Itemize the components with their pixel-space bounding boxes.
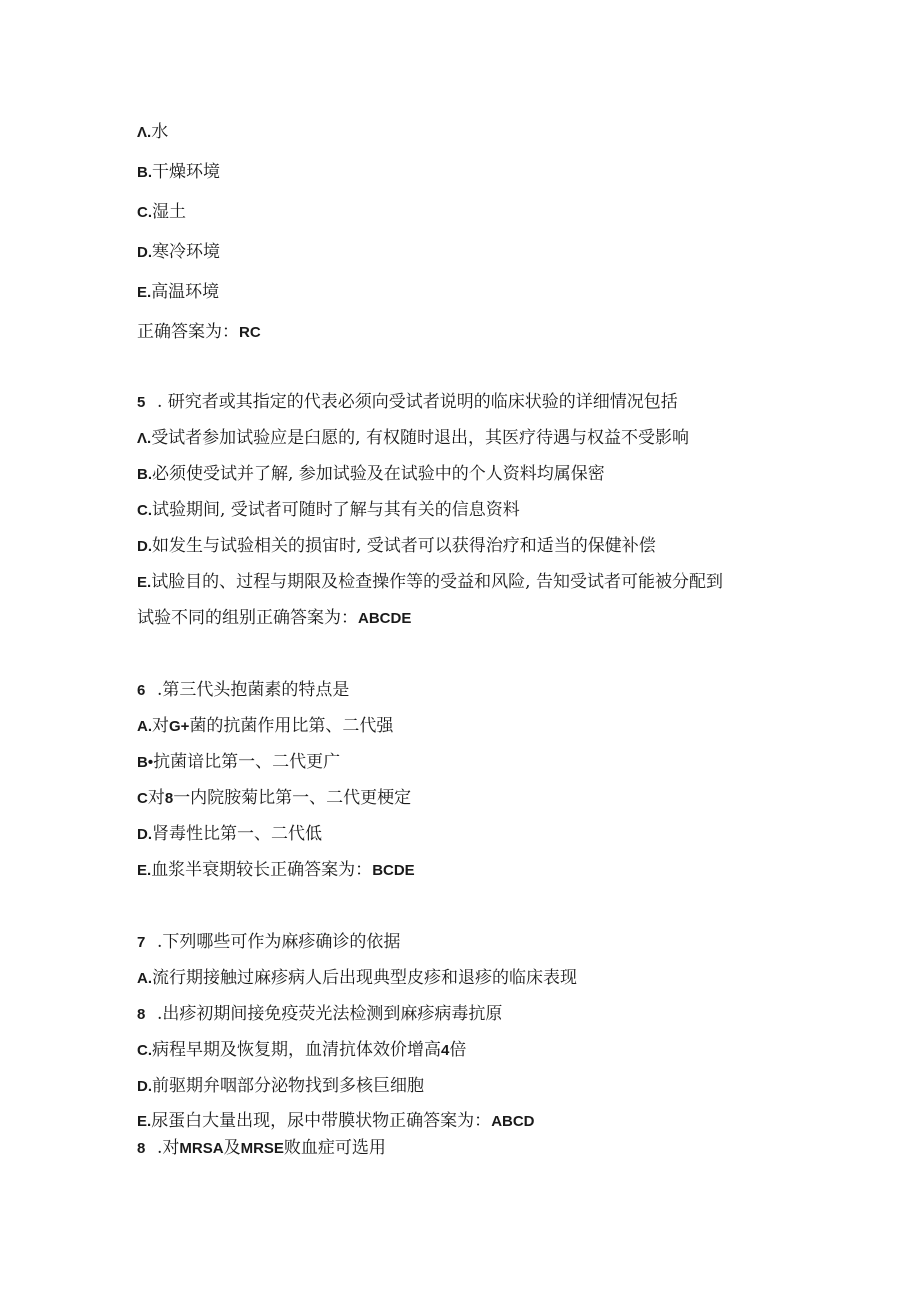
q7-stem: 7 .下列哪些可作为麻疹确诊的依据 (137, 932, 401, 952)
q5-option-a: Λ.受试者参加试验应是臼愿的, 有权随时退出，其医疗待遇与权益不受影响 (137, 428, 689, 448)
q7-option-a: A.流行期接触过麻疹病人后出现典型皮疹和退疹的临床表现 (137, 968, 577, 988)
q4-option-e: E.高温环境 (137, 282, 220, 302)
q5-answer: 试验不同的组别正确答案为：ABCDE (137, 608, 412, 628)
q6-option-c: C对8一内院胺菊比第一、二代更梗定 (137, 788, 412, 808)
q4-option-b: B.干燥环境 (137, 162, 220, 182)
q4-option-c: C.湿土 (137, 202, 186, 222)
q4-option-d: D.寒冷环境 (137, 242, 220, 262)
q6-option-b: B•抗菌谙比第一、二代更广 (137, 752, 341, 772)
q8-stem: 8 .对MRSA及MRSE败血症可选用 (137, 1138, 386, 1158)
q5-option-e: E.试脸目的、过程与期限及检查操作等的受益和风险, 告知受试者可能被分配到 (137, 572, 723, 592)
q4-option-a: Λ.水 (137, 122, 169, 142)
q6-option-a: A.对G+菌的抗菌作用比第、二代强 (137, 716, 394, 736)
q5-stem: 5 . 研究者或其指定的代表必须向受试者说明的临床状验的详细情况包括 (137, 392, 678, 412)
q5-option-b: B.必须使受试并了解, 参加试验及在试验中的个人资料均属保密 (137, 464, 605, 484)
q5-option-d: D.如发生与试验相关的损宙时, 受试者可以获得治疗和适当的保健补偿 (137, 536, 656, 556)
q5-option-c: C.试验期间, 受试者可随时了解与其有关的信息资料 (137, 500, 520, 520)
q4-answer: 正确答案为：RC (137, 322, 261, 342)
q7-option-c: C.病程早期及恢复期，血清抗体效价增高4倍 (137, 1040, 467, 1060)
q7-option-d: D.前驱期弁咽部分泌物找到多核巨细胞 (137, 1076, 424, 1096)
q6-stem: 6 .第三代头抱菌素的特点是 (137, 680, 350, 700)
q6-option-d: D.肾毒性比第一、二代低 (137, 824, 322, 844)
q7-option-b: 8 .出疹初期间接免疫荧光法检测到麻疹病毒抗原 (137, 1004, 503, 1024)
q6-option-e: E.血浆半衰期较长正确答案为：BCDE (137, 860, 415, 880)
q7-option-e: E.尿蛋白大量出现，尿中带膜状物正确答案为：ABCD (137, 1111, 535, 1131)
